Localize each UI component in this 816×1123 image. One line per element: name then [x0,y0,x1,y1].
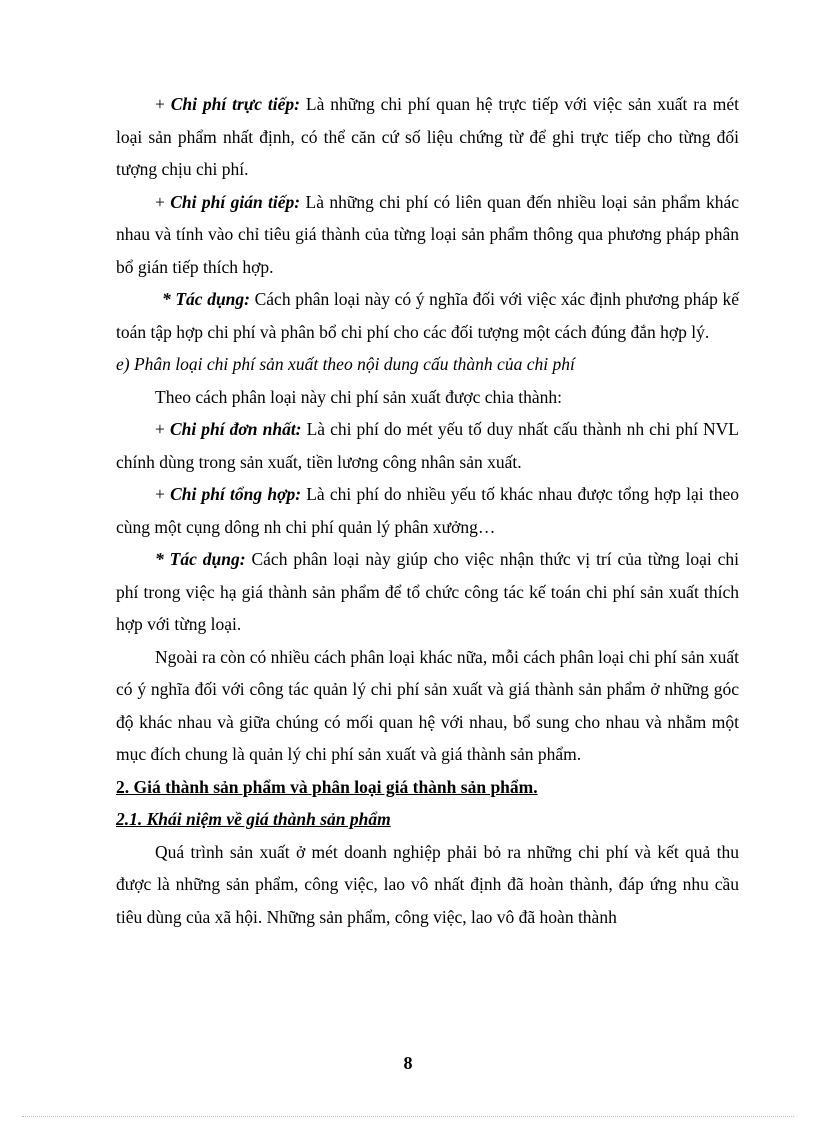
paragraph-single-cost [116,413,739,478]
paragraph-text: Là những chi phí quan hệ trực tiếp với việc sản xuất ra mét loại sản phẩm nhất định, có thể căn cứ số liệu chứng từ để ghi trực tiếp cho từng đối tượng chịu chi phí. [116,94,739,179]
bullet-prefix: + [155,484,171,504]
paragraph-text: Là chi phí do mét yếu tố duy nhất cấu thành nh chi phí NVL chính dùng trong sản xuất, tiền lương công nhân sản xuất. [116,419,739,472]
paragraph-composite-cost [116,478,739,543]
paragraph-indirect-cost [116,186,739,284]
term-composite-cost: Chi phí tổng hợp: [170,484,302,504]
section-2-1-heading: 2.1. Khái niệm về giá thành sản phẩm [116,809,391,829]
bullet-prefix: + [155,419,170,439]
paragraph-text: Là những chi phí có liên quan đến nhiều loại sản phẩm khác nhau và tính vào chỉ tiêu giá thành của từng loại sản phẩm thông qua phương pháp phân bổ gián tiếp thích hợp. [116,191,740,277]
paragraph-effect-1 [116,283,739,348]
bullet-prefix: + [155,94,171,114]
bullet-prefix: + [155,191,171,212]
paragraph-effect-2 [116,543,739,641]
section-e-heading: e) Phân loại chi phí sản xuất theo nội dung cấu thành của chi phí [116,354,575,374]
body-text [116,88,739,933]
page-number: 8 [403,1053,413,1073]
paragraph-text: Cách phân loại này có ý nghĩa đối với việc xác định phương pháp kế toán tập hợp chi phí và phân bổ chi phí cho các đối tượng một cách đúng đắn hợp lý. [116,289,739,342]
term-direct-cost: Chi phí trực tiếp: [170,94,300,114]
paragraph-direct-cost [116,88,739,186]
term-indirect-cost: Chi phí gián tiếp: [170,191,301,212]
term-effect: * Tác dụng: [155,549,246,569]
term-single-cost: Chi phí đơn nhất: [169,419,302,439]
term-effect: * Tác dụng: [162,289,250,309]
section-2-heading: 2. Giá thành sản phẩm và phân loại giá thành sản phẩm. [116,776,538,797]
page-border-line [22,1116,794,1117]
paragraph-text: Cách phân loại này giúp cho việc nhận thức vị trí của từng loại chi phí trong việc hạ giá thành sản phẩm để tổ chức công tác kế toán chi phí sản xuất thích hợp với từng loại. [116,549,740,634]
paragraph-besides: Ngoài ra còn có nhiều cách phân loại khác nữa, mỗi cách phân loại chi phí sản xuất có ý nghĩa đối với công tác quản lý chi phí sản xuất và giá thành sản phẩm ở những góc độ khác nhau và giữa chúng có mối quan hệ với nhau, bổ sung cho nhau và nhằm một mục đích chung là quản lý chi phí sản xuất và giá thành sản phẩm. [116,646,739,764]
paragraph-intro: Theo cách phân loại này chi phí sản xuất được chia thành: [155,386,563,407]
paragraph-text: Là chi phí do nhiều yếu tố khác nhau được tổng hợp lại theo cùng một cụng dông nh chi phí quản lý phân xưởng… [116,484,739,537]
paragraph-process: Quá trình sản xuất ở mét doanh nghiệp phải bỏ ra những chi phí và kết quả thu được là những sản phẩm, công việc, lao vô nhất định đã hoàn thành, đáp ứng nhu cầu tiêu dùng của xã hội. Những sản phẩm, công việc, lao vô đã hoàn thành [116,841,739,927]
